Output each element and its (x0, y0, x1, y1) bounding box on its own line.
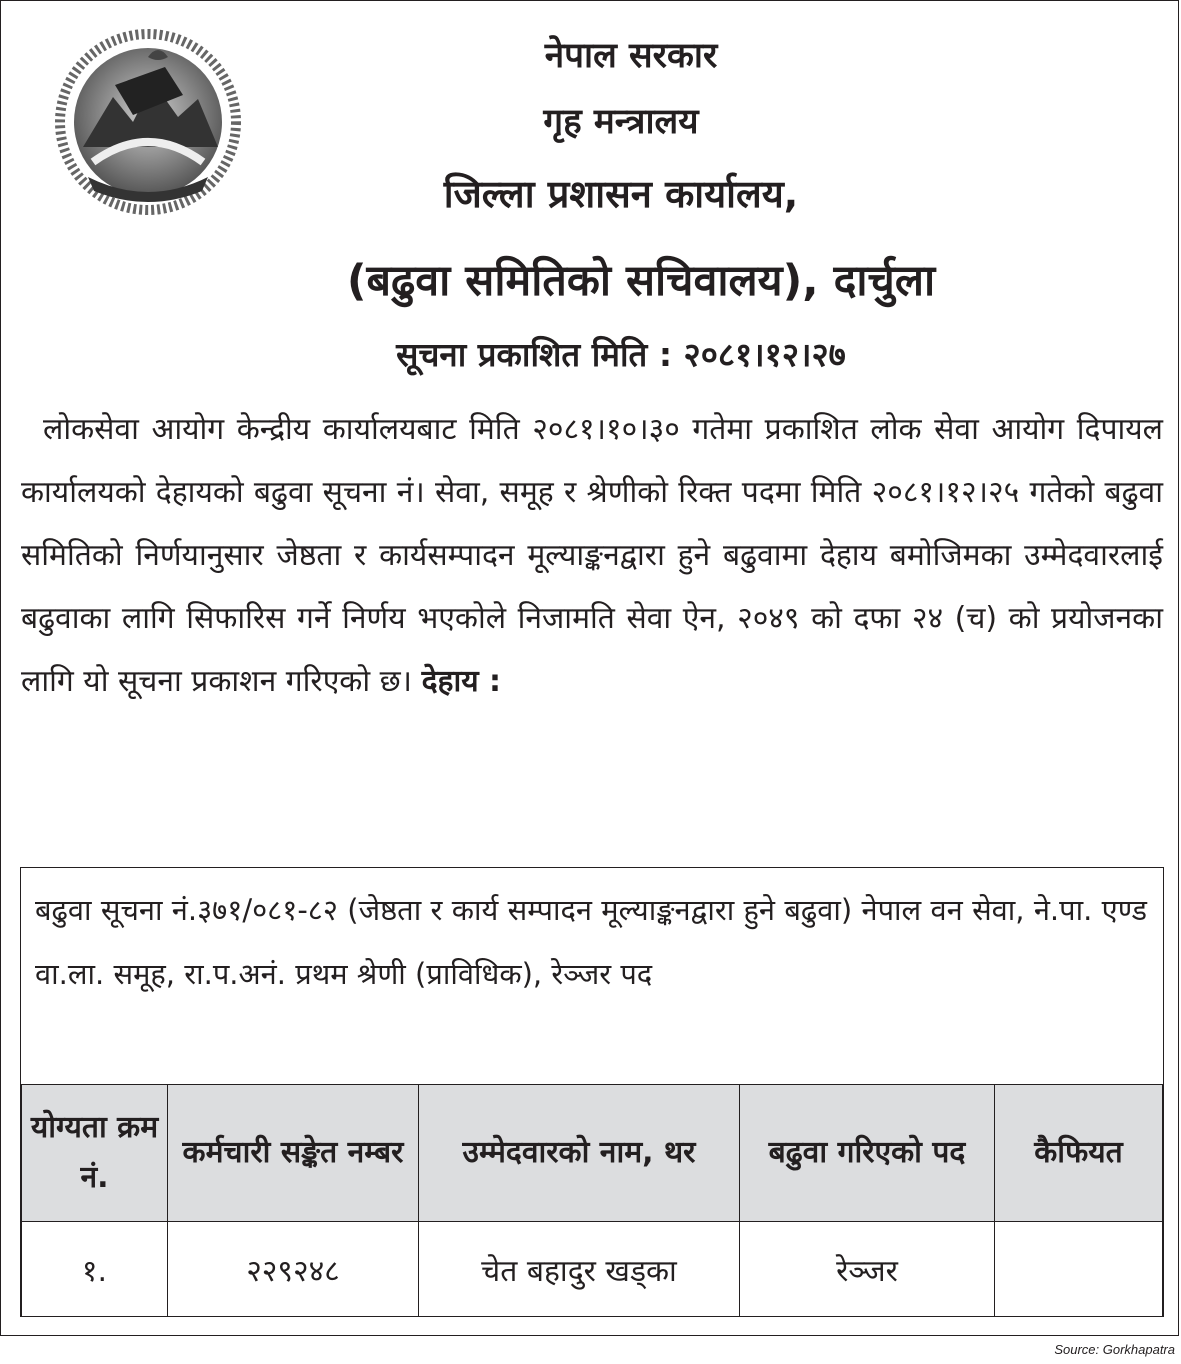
cell-rank: १. (22, 1222, 168, 1317)
column-header-rank: योग्यता क्रम नं. (22, 1085, 168, 1222)
nepal-government-emblem-icon (53, 27, 243, 217)
result-table (21, 1084, 1163, 1317)
column-header-remarks: कैफियत (995, 1085, 1163, 1222)
notice-body-text: लोकसेवा आयोग केन्द्रीय कार्यालयबाट मिति २०८१।१०।३० गतेमा प्रकाशित लोक सेवा आयोग दिपायल कार्यालयको देहायको बढुवा सूचना नं। सेवा, समूह र श्रेणीको रिक्त पदमा मिति २०८१।१२।२५ गतेको बढुवा समितिको निर्णयानुसार जेष्ठता र कार्यसम्पादन मूल्याङ्कनद्वारा हुने बढुवामा देहाय बमोजिमका उम्मेदवारलाई बढुवाका लागि सिफारिस गर्ने निर्णय भएकोले निजामति सेवा ऐन, २०४९ को दफा २४ (च) को प्रयोजनका लागि यो सूचना प्रकाशन गरिएको छ। (21, 412, 1163, 699)
office-title: जिल्ला प्रशासन कार्यालय, (443, 172, 799, 216)
column-header-promoted-post: बढुवा गरिएको पद (740, 1085, 995, 1222)
cell-promoted-post: रेञ्जर (740, 1222, 995, 1317)
cell-employee-code: २२९२४८ (168, 1222, 419, 1317)
table-header-row (22, 1085, 1163, 1222)
notice-paragraph (21, 398, 1163, 713)
dehay-label: देहाय : (421, 664, 502, 699)
source-credit: Source: Gorkhapatra (1054, 1342, 1175, 1357)
cell-candidate-name: चेत बहादुर खड्का (419, 1222, 740, 1317)
secretariat-title: (बढुवा समितिको सचिवालय), दार्चुला (346, 256, 936, 306)
government-title: नेपाल सरकार (544, 36, 718, 76)
publish-date: सूचना प्रकाशित मिति : २०८१।१२।२७ (396, 335, 846, 374)
ministry-title: गृह मन्त्रालय (543, 102, 699, 142)
recommendation-intro: बढुवा सूचना नं.३७१/०८१-८२ (जेष्ठता र कार्य सम्पादन मूल्याङ्कनद्वारा हुने बढुवा) नेपाल वन सेवा, ने.पा. एण्ड वा.ला. समूह, रा.प.अनं. प्रथम श्रेणी (प्राविधिक), रेञ्जर पद (35, 893, 1147, 991)
column-header-employee-code: कर्मचारी सङ्केत नम्बर (168, 1085, 419, 1222)
table-row (22, 1222, 1163, 1317)
recommendation-box (20, 867, 1164, 1317)
column-header-candidate-name: उम्मेदवारको नाम, थर (419, 1085, 740, 1222)
cell-remarks (995, 1222, 1163, 1317)
